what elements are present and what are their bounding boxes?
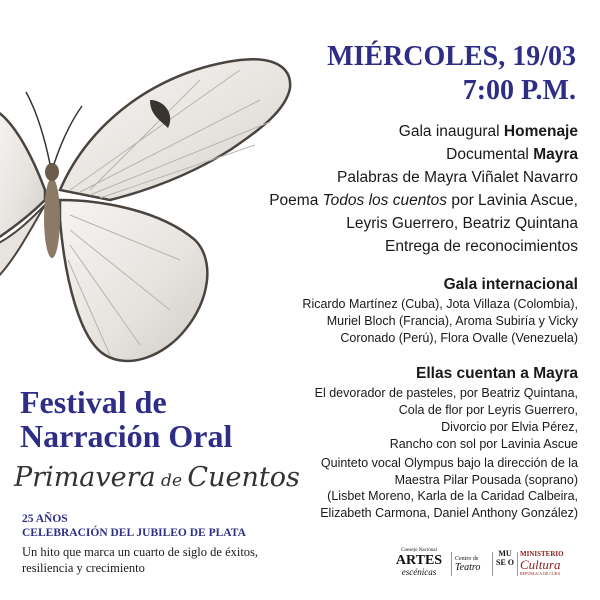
program-item: Leyris Guerrero, Beatriz Quintana (346, 215, 578, 232)
program-item: Entrega de reconocimientos (384, 238, 578, 255)
ministerio-cultura-logo: MINISTERIO Cultura REPÚBLICA DE CUBA (520, 550, 564, 576)
program-item: Documental Mayra (446, 146, 578, 163)
list-item: Divorcio por Elvia Pérez, (441, 420, 578, 434)
list-item: Rancho con sol por Lavinia Ascue (389, 437, 578, 451)
event-date: MIÉRCOLES, 19/03 (327, 41, 576, 72)
gala-internacional-title: Gala internacional (443, 276, 578, 293)
program-item: Palabras de Mayra Viñalet Navarro (337, 169, 578, 186)
tagline: Un hito que marca un cuarto de siglo de éxitos, resiliencia y crecimiento (22, 545, 259, 575)
list-item: El devorador de pasteles, por Beatriz Quintana, (314, 386, 578, 400)
list-item: Ricardo Martínez (Cuba), Jota Villaza (Colombia), (302, 297, 578, 311)
anniversary-label: 25 AÑOS CELEBRACIÓN DEL JUBILEO DE PLATA (22, 513, 246, 539)
quintet-text: Quinteto vocal Olympus bajo la dirección de la Maestra Pilar Pousada (soprano) (320, 456, 578, 487)
quintet-members: (Lisbet Moreno, Karla de la Caridad Calbeira, Elizabeth Carmona, Daniel Anthony González) (320, 489, 578, 520)
festival-title: Festival de Narración Oral (20, 384, 233, 454)
program-item: Poema Todos los cuentos por Lavinia Ascue, (269, 192, 578, 209)
festival-subtitle: Primavera de Cuentos (14, 462, 300, 493)
gala-internacional-list (258, 296, 578, 347)
centro-de-teatro-logo: Centro de Teatro (455, 556, 481, 573)
ellas-title: Ellas cuentan a Mayra (416, 365, 578, 382)
artes-escenicas-logo: Consejo Nacional ARTES escénicas (395, 548, 443, 577)
program-list (218, 120, 578, 258)
museo-logo: MU SE O (496, 549, 515, 567)
event-time: 7:00 P.M. (462, 75, 576, 106)
list-item: Cola de flor por Leyris Guerrero, (398, 403, 578, 417)
list-item: Muriel Bloch (Francia), Aroma Subiría y Vicky (326, 314, 578, 328)
ellas-list (258, 385, 578, 453)
program-item: Gala inaugural Homenaje (398, 123, 578, 140)
list-item: Coronado (Perú), Flora Ovalle (Venezuela) (340, 331, 578, 345)
